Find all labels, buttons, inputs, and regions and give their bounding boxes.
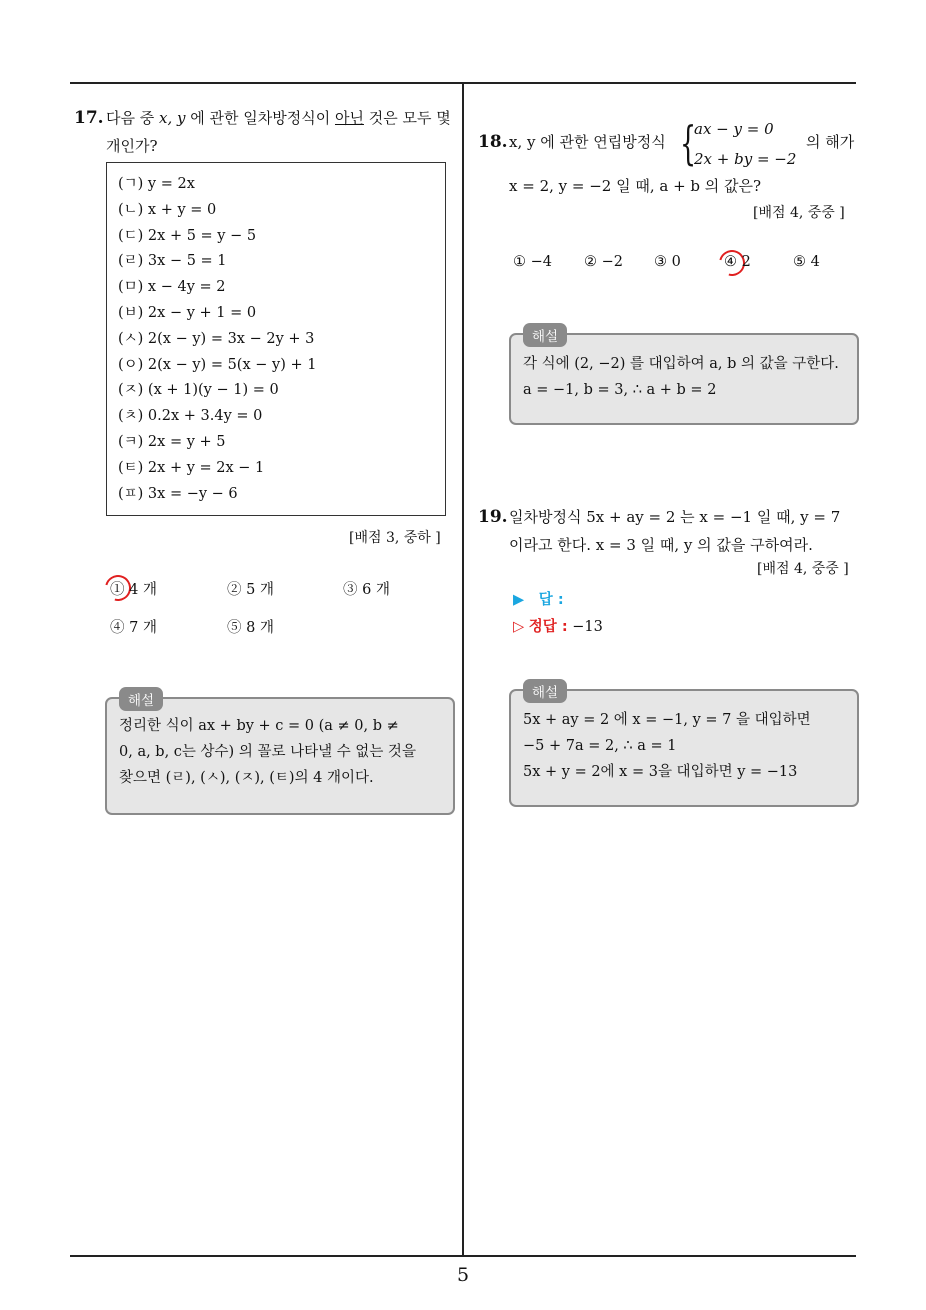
question-number: 17. — [74, 108, 104, 128]
equation-item: (ㄴ) x + y = 0 — [118, 201, 217, 218]
score-label: [배점 3, 중하 ] — [349, 530, 441, 546]
choice-3[interactable]: ③ 0 — [654, 254, 681, 270]
solution-line: 5x + ay = 2 에 x = −1, y = 7 을 대입하면 — [523, 712, 811, 728]
text-line: 이라고 한다. x = 3 일 때, y 의 값을 구하여라. — [509, 536, 813, 554]
correct-value: −13 — [572, 619, 603, 635]
system-brace: { — [680, 116, 697, 170]
system-line: ax − y = 0 — [694, 120, 774, 138]
question-text — [509, 128, 666, 156]
column-divider — [462, 83, 464, 1256]
text-line: x = 2, y = −2 일 때, a + b 의 값은? — [509, 177, 762, 195]
choice-1[interactable]: ① −4 — [513, 254, 552, 270]
score-label: [배점 4, 중중 ] — [753, 205, 845, 221]
solution-line: 5x + y = 2에 x = 3을 대입하면 y = −13 — [523, 764, 798, 780]
question-text — [106, 104, 456, 160]
choice-5[interactable]: ⑤ 8 개 — [227, 620, 274, 636]
equation-list — [107, 163, 445, 507]
equation-item: (ㄷ) 2x + 5 = y − 5 — [118, 227, 257, 244]
question-text — [509, 503, 840, 559]
choice-5[interactable]: ⑤ 4 — [793, 254, 820, 270]
correct-label: 정답 : — [528, 619, 568, 635]
page-number: 5 — [456, 1264, 470, 1286]
equation-item: (ㄱ) y = 2x — [118, 176, 195, 192]
answer-line — [513, 588, 564, 609]
score-label: [배점 4, 중중 ] — [757, 561, 849, 577]
system-line: 2x + by = −2 — [694, 150, 797, 168]
solution-line: 정리한 식이 ax + by + c = 0 (a ≠ 0, b ≠ — [119, 718, 399, 734]
text-part: x, y 에 관한 연립방정식 — [509, 133, 666, 151]
text-line: 일차방정식 5x + ay = 2 는 x = −1 일 때, y = 7 — [509, 508, 841, 526]
text-part: 의 해가 — [806, 133, 855, 151]
equation-item: (ㅍ) 3x = −y − 6 — [118, 485, 238, 502]
solution-line: 각 식에 (2, −2) 를 대입하여 a, b 의 값을 구한다. — [523, 356, 839, 372]
choice-3[interactable]: ③ 6 개 — [343, 582, 390, 598]
solution-line: −5 + 7a = 2, ∴ a = 1 — [523, 738, 677, 754]
system-equations — [694, 114, 796, 174]
text-part: 에 관한 일차방정식이 — [185, 109, 335, 127]
choice-2[interactable]: ② −2 — [584, 254, 623, 270]
question-number: 19. — [478, 507, 508, 527]
text-part: 개인가? — [106, 137, 158, 155]
answer-label: 답 : — [538, 592, 564, 608]
solution-tag: 해설 — [523, 679, 567, 703]
equation-item: (ㅊ) 0.2x + 3.4y = 0 — [118, 408, 263, 425]
underlined-word: 아닌 — [334, 109, 364, 127]
equation-item: (ㅌ) 2x + y = 2x − 1 — [118, 459, 265, 476]
solution-box — [509, 685, 859, 807]
choice-2[interactable]: ② 5 개 — [227, 582, 274, 598]
choice-4[interactable]: ④ 7 개 — [110, 620, 157, 636]
solution-body — [107, 699, 453, 791]
answer-arrow-icon: ▶ — [513, 592, 525, 608]
equation-item: (ㅅ) 2(x − y) = 3x − 2y + 3 — [118, 330, 315, 347]
solution-line: a = −1, b = 3, ∴ a + b = 2 — [523, 382, 717, 398]
correct-arrow-icon: ▷ — [513, 619, 525, 635]
solution-line: 찾으면 (ㄹ), (ㅅ), (ㅈ), (ㅌ)의 4 개이다. — [119, 770, 374, 786]
solution-box — [509, 329, 859, 425]
equation-item: (ㅇ) 2(x − y) = 5(x − y) + 1 — [118, 356, 317, 373]
choice-4[interactable]: ④ 2 — [724, 254, 751, 270]
solution-tag: 해설 — [119, 687, 163, 711]
text-part: 것은 모두 몇 — [363, 109, 451, 127]
equation-item: (ㅂ) 2x − y + 1 = 0 — [118, 304, 257, 321]
equation-item: (ㄹ) 3x − 5 = 1 — [118, 253, 227, 270]
equation-item: (ㅈ) (x + 1)(y − 1) = 0 — [118, 382, 279, 399]
text-vars: x, y — [159, 109, 186, 127]
text-part: 다음 중 — [106, 109, 160, 127]
question-number: 18. — [478, 132, 508, 152]
equation-item: (ㅋ) 2x = y + 5 — [118, 433, 226, 450]
solution-line: 0, a, b, c는 상수) 의 꼴로 나타낼 수 없는 것을 — [119, 744, 416, 760]
bottom-rule — [70, 1255, 856, 1257]
choice-1[interactable]: ① 4 개 — [110, 582, 157, 598]
solution-tag: 해설 — [523, 323, 567, 347]
solution-body — [511, 691, 857, 785]
equation-item: (ㅁ) x − 4y = 2 — [118, 279, 226, 296]
solution-box — [105, 693, 455, 815]
correct-answer-line — [513, 615, 603, 636]
equation-box — [106, 162, 446, 516]
